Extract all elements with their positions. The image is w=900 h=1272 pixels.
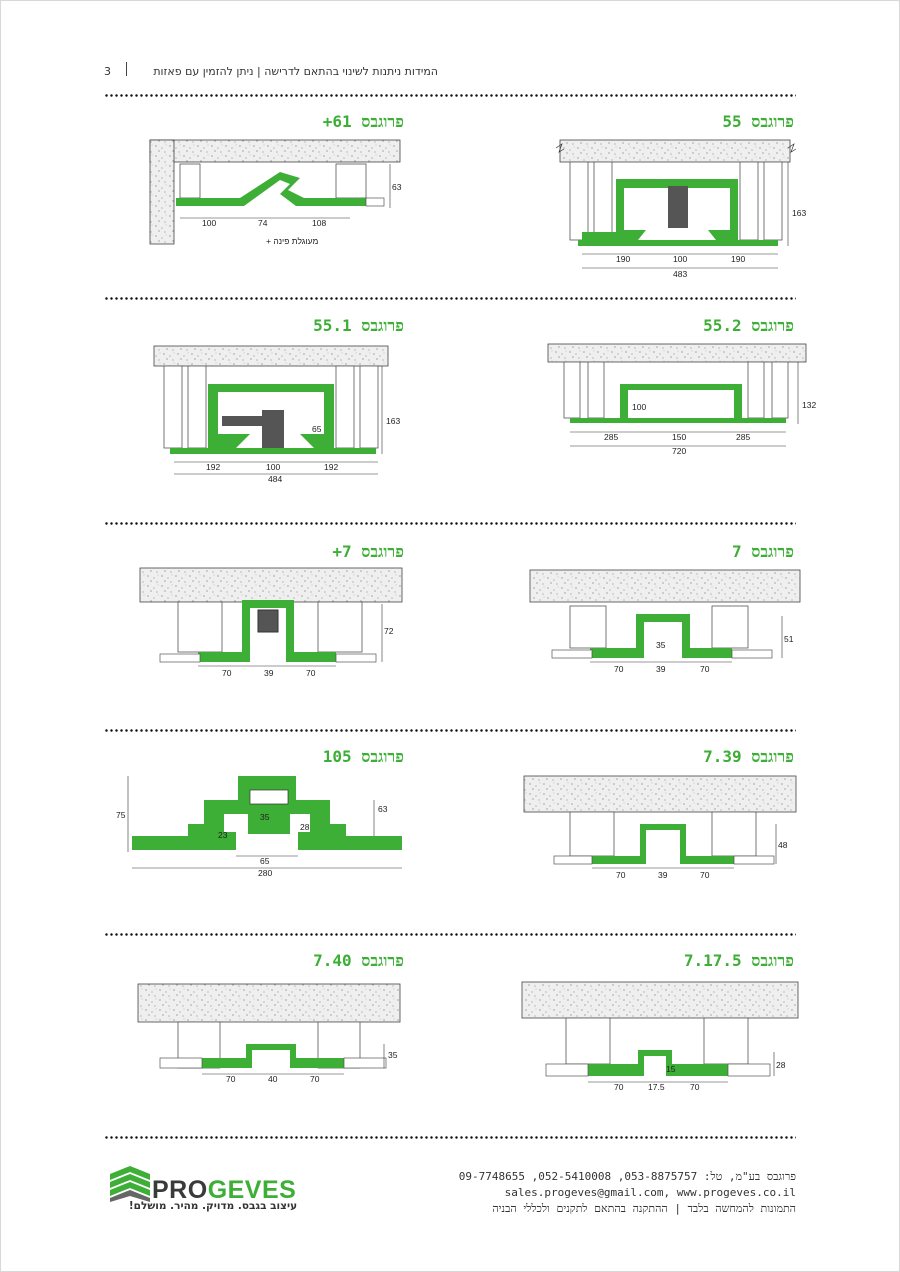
dim-label: 35 <box>656 640 666 650</box>
profile-title-p740: פרוגבס 7.40 <box>313 951 404 970</box>
dim-label: 70 <box>616 870 626 880</box>
dim-label: 70 <box>690 1082 700 1092</box>
dim-label: 100 <box>202 218 217 228</box>
profile-diagram-p61 <box>140 134 405 254</box>
profile-diagram-p7175 <box>510 978 806 1096</box>
dim-label: 39 <box>658 870 668 880</box>
dim-label: 17.5 <box>648 1082 665 1092</box>
header-note: המידות ניתנות לשינוי בהתאם לדרישה | ניתן להזמין עם פאזות <box>153 65 438 78</box>
profile-title-p7175: פרוגבס 7.17.5 <box>683 951 794 970</box>
dim-label: 65 <box>260 856 270 866</box>
dim-label: 280 <box>258 868 273 878</box>
page-header <box>104 62 438 82</box>
contact-phones: פרוגבס בע"מ, טל: 053-8875757, 052-5410008, 09-7748655 <box>458 1170 796 1183</box>
profile-title-p7plus: פרוגבס 7+ <box>332 542 404 561</box>
header-separator <box>126 62 127 76</box>
dim-label: 70 <box>614 664 624 674</box>
dotted-divider <box>104 94 796 97</box>
profile-note: + מעוגלת פינה <box>266 236 319 246</box>
dim-label: 63 <box>392 182 402 192</box>
dim-label: 192 <box>206 462 221 472</box>
dim-label: 163 <box>386 416 401 426</box>
disclaimer: התמונות להמחשה בלבד | ההתקנה בהתאם לתקנים ולכללי הבניה <box>492 1202 796 1215</box>
dim-label: 192 <box>324 462 339 472</box>
profile-title-p55: פרוגבס 55 <box>722 112 794 131</box>
dim-label: 285 <box>604 432 619 442</box>
profile-diagram-p740 <box>130 978 404 1090</box>
dim-label: 35 <box>260 812 270 822</box>
dim-label: 40 <box>268 1074 278 1084</box>
dim-label: 48 <box>778 840 788 850</box>
dim-label: 100 <box>266 462 281 472</box>
dotted-divider <box>104 522 796 525</box>
dim-label: 15 <box>666 1064 676 1074</box>
dotted-divider <box>104 729 796 732</box>
profile-title-p7: פרוגבס 7 <box>731 542 794 561</box>
dim-label: 150 <box>672 432 687 442</box>
dim-label: 63 <box>378 804 388 814</box>
dim-label: 74 <box>258 218 268 228</box>
dim-label: 132 <box>802 400 817 410</box>
dim-label: 70 <box>306 668 316 678</box>
profile-title-p552: פרוגבס 55.2 <box>703 316 794 335</box>
dim-label: 190 <box>616 254 631 264</box>
profile-diagram-p55 <box>548 136 808 286</box>
dim-label: 70 <box>614 1082 624 1092</box>
dim-label: 483 <box>673 269 688 279</box>
logo-tagline: עיצוב בגבס. מדויק. מהיר. מושלם! <box>128 1200 298 1212</box>
dim-label: 70 <box>310 1074 320 1084</box>
profile-diagram-p551 <box>148 342 403 484</box>
logo-pro: PRO <box>152 1176 208 1204</box>
dim-label: 190 <box>731 254 746 264</box>
profile-diagram-p739 <box>514 772 806 882</box>
dim-label: 70 <box>700 870 710 880</box>
dim-label: 484 <box>268 474 283 484</box>
contact-web: sales.progeves@gmail.com, www.progeves.co.il <box>504 1186 796 1199</box>
company-contact <box>416 1169 796 1217</box>
profile-diagram-p7plus <box>132 564 404 680</box>
logo-mark-icon <box>108 1164 152 1204</box>
dim-label: 39 <box>656 664 666 674</box>
dim-label: 28 <box>776 1060 786 1070</box>
dim-label: 163 <box>792 208 807 218</box>
profile-diagram-p105 <box>112 772 408 882</box>
dim-label: 72 <box>384 626 394 636</box>
profile-diagram-p7 <box>518 566 808 678</box>
profile-title-p105: פרוגבס 105 <box>322 747 404 766</box>
profile-title-p551: פרוגבס 55.1 <box>313 316 404 335</box>
dotted-divider <box>104 1136 796 1139</box>
company-logo <box>108 1162 318 1222</box>
dim-label: 70 <box>222 668 232 678</box>
dim-label: 75 <box>116 810 126 820</box>
dim-label: 100 <box>673 254 688 264</box>
profile-title-p61: פרוגבס 61+ <box>322 112 404 131</box>
dim-label: 65 <box>312 424 322 434</box>
dim-label: 35 <box>388 1050 398 1060</box>
dim-label: 39 <box>264 668 274 678</box>
dim-label: 70 <box>226 1074 236 1084</box>
dim-label: 51 <box>784 634 794 644</box>
dim-label: 720 <box>672 446 687 456</box>
logo-geves: GEVES <box>207 1176 297 1204</box>
profile-title-p739: פרוגבס 7.39 <box>703 747 794 766</box>
dim-label: 23 <box>218 830 228 840</box>
profile-diagram-p552 <box>540 340 817 460</box>
dotted-divider <box>104 297 796 300</box>
dim-label: 108 <box>312 218 327 228</box>
dotted-divider <box>104 933 796 936</box>
dim-label: 285 <box>736 432 751 442</box>
dim-label: 70 <box>700 664 710 674</box>
dim-label: 100 <box>632 402 647 412</box>
page-number: 3 <box>104 65 111 78</box>
dim-label: 28 <box>300 822 310 832</box>
